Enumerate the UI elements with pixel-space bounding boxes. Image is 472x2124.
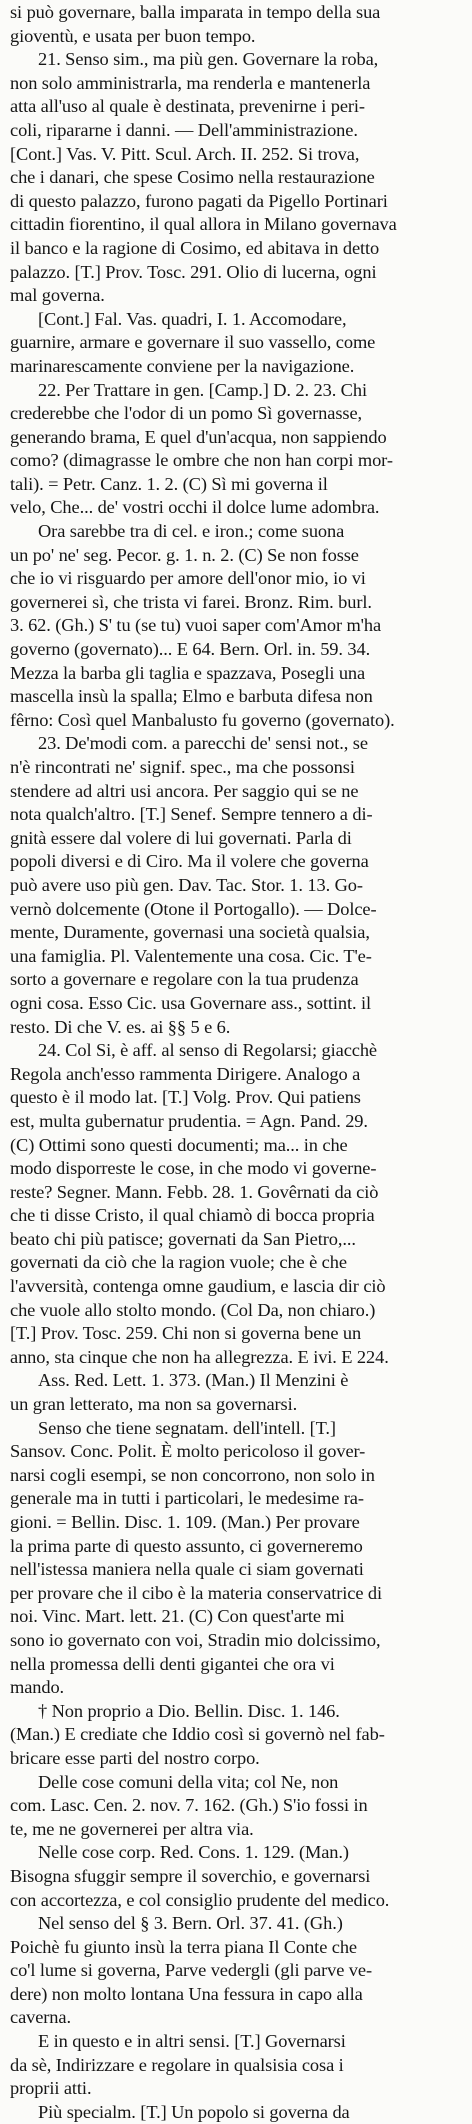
text-line: Bisogna sfuggir sempre il soverchio, e governarsi xyxy=(10,1865,371,1886)
text-line: che io vi risguardo per amore dell'onor mio, io vi xyxy=(10,568,366,589)
text-line: nella promessa delli denti gigantei che ora vi xyxy=(10,1653,335,1674)
text-line: vernò dolcemente (Otone il Portogallo). — Dolce- xyxy=(10,898,377,919)
text-line: Ora sarebbe tra di cel. e iron.; come suona xyxy=(38,521,345,542)
text-line: com. Lasc. Cen. 2. nov. 7. 162. (Gh.) S'io fossi in xyxy=(10,1795,368,1816)
text-line: di questo palazzo, furono pagati da Pigello Portinari xyxy=(10,190,388,211)
text-line: 21. Senso sim., ma più gen. Governare la roba, xyxy=(38,49,379,70)
text-line: Regola anch'esso rammenta Dirigere. Analogo a xyxy=(10,1063,361,1084)
text-line: per provare che il cibo è la materia conservatrice di xyxy=(10,1582,383,1603)
text-line: gnità essere dal volere di lui governati. Parla di xyxy=(10,827,352,848)
text-line: narsi cogli esempi, se non concorrono, non solo in xyxy=(10,1464,375,1485)
text-line: Nelle cose corp. Red. Cons. 1. 129. (Man.) xyxy=(38,1842,349,1863)
text-line: Nel senso del § 3. Bern. Orl. 37. 41. (Gh.) xyxy=(38,1913,343,1934)
text-line: resto. Di che V. es. ai §§ 5 e 6. xyxy=(10,1016,231,1037)
text-line: che ti disse Cristo, il qual chiamò di bocca propria xyxy=(10,1205,375,1226)
text-line: un po' ne' seg. Pecor. g. 1. n. 2. (C) Se non fosse xyxy=(10,544,359,565)
text-line: Più specialm. [T.] Un popolo si governa da xyxy=(38,2101,350,2122)
text-line: Senso che tiene segnatam. dell'intell. [T.] xyxy=(38,1417,336,1438)
text-line: fêrno: Così quel Manbalusto fu governo (governato). xyxy=(10,709,395,730)
text-line: † Non proprio a Dio. Bellin. Disc. 1. 146. xyxy=(38,1700,340,1721)
text-line: est, multa gubernatur prudentia. = Agn. Pand. 29. xyxy=(10,1110,368,1131)
text-line: marinarescamente conviene per la navigazione. xyxy=(10,355,355,376)
text-line: n'è rincontrati ne' signif. spec., ma che possonsi xyxy=(10,757,355,777)
text-line: Ass. Red. Lett. 1. 373. (Man.) Il Menzini è xyxy=(38,1370,349,1391)
text-line: 3. 62. (Gh.) S' tu (se tu) vuoi saper com'Amor m'ha xyxy=(10,615,382,636)
text-line: tali). = Petr. Canz. 1. 2. (C) Sì mi governa il xyxy=(10,473,328,494)
text-line: velo, Che... de' vostri occhi il dolce lume adombra. xyxy=(10,497,380,518)
text-line: Delle cose comuni della vita; col Ne, non xyxy=(38,1771,339,1792)
text-line: proprii atti. xyxy=(10,2078,92,2099)
text-line: beato chi più patisce; governati da San Pietro,... xyxy=(10,1228,356,1249)
text-line: nell'istessa maniera nella quale ci siam governati xyxy=(10,1559,364,1580)
text-line: che i danari, che spese Cosimo nella restaurazione xyxy=(10,167,375,188)
text-line: 24. Col Si, è aff. al senso di Regolarsi; giacchè xyxy=(38,1040,377,1061)
text-line: dere) non molto lontana Una fessura in capo alla xyxy=(10,1983,363,2004)
text-line: mal governa. xyxy=(10,285,105,306)
text-line: reste? Segner. Mann. Febb. 28. 1. Govêrnati da ciò xyxy=(10,1181,379,1202)
text-line: 23. De'modi com. a parecchi de' sensi not., se xyxy=(38,733,368,754)
text-line: sono io governato con voi, Stradin mio dolcissimo, xyxy=(10,1629,381,1650)
text-line: governo (governato)... E 64. Bern. Orl. in. 59. 34. xyxy=(10,639,371,660)
text-line: coli, ripararne i danni. — Dell'amministrazione. xyxy=(10,119,358,140)
text-line: Mezza la barba gli taglia e spazzava, Posegli una xyxy=(10,662,366,683)
text-line: la prima parte di questo assunto, ci governeremo xyxy=(10,1535,363,1556)
text-line: il banco e la ragione di Cosimo, ed abitava in detto xyxy=(10,237,380,258)
text-line: sorto a governare e regolare con la tua prudenza xyxy=(10,969,359,990)
text-line: popoli diversi e di Ciro. Ma il volere che governa xyxy=(10,851,369,872)
text-line: mando. xyxy=(10,1677,65,1698)
text-line: mascella insù la spalla; Elmo e barbuta difesa non xyxy=(10,686,373,707)
text-line: questo è il modo lat. [T.] Volg. Prov. Qui patiens xyxy=(10,1087,361,1108)
text-line: bricare esse parti del nostro corpo. xyxy=(10,1747,260,1768)
text-line: non solo amministrarla, ma renderla e mantenerla xyxy=(10,72,371,93)
text-line: può avere uso più gen. Dav. Tac. Stor. 1. 13. Go- xyxy=(10,874,363,895)
text-line: noi. Vinc. Mart. lett. 21. (C) Con quest'arte mi xyxy=(10,1606,345,1627)
text-line: un gran letterato, ma non sa governarsi. xyxy=(10,1394,298,1415)
text-line: generando brama, E quel d'un'acqua, non sappiendo xyxy=(10,426,387,447)
text-line: che vuole allo stolto mondo. (Col Da, non chiaro.) xyxy=(10,1299,376,1320)
text-line: l'avversità, contenga omne gaudium, e lascia dir ciò xyxy=(10,1276,386,1297)
text-line: anno, sta cinque che non ha allegrezza. E ivi. E 224. xyxy=(10,1346,389,1367)
text-line: ogni cosa. Esso Cic. usa Governare ass., sottint. il xyxy=(10,992,372,1013)
text-line: governerei sì, che trista vi farei. Bronz. Rim. burl. xyxy=(10,591,372,612)
text-line: generale ma in tutti i particolari, le medesime ra- xyxy=(10,1488,364,1509)
text-line: palazzo. [T.] Prov. Tosc. 291. Olio di lucerna, ogni xyxy=(10,261,377,282)
text-line: te, me ne governerei per altra via. xyxy=(10,1818,254,1839)
text-line: guarnire, armare e governare il suo vassello, come xyxy=(10,332,376,353)
text-line: con accortezza, e col consiglio prudente del medico. xyxy=(10,1889,390,1910)
text-line: mente, Duramente, governasi una società qualsia, xyxy=(10,922,370,943)
text-line: E in questo e in altri sensi. [T.] Governarsi xyxy=(38,2031,346,2052)
text-line: co'l lume si governa, Parve vedergli (gli parve ve- xyxy=(10,1960,372,1981)
text-line: da sè, Indirizzare e regolare in qualsisia cosa i xyxy=(10,2054,344,2075)
text-line: caverna. xyxy=(10,2007,71,2028)
text-line: 22. Per Trattare in gen. [Camp.] D. 2. 23. Chi xyxy=(38,379,367,400)
text-line: (Man.) E crediate che Iddio così si governò nel fab- xyxy=(10,1724,385,1745)
text-line: una famiglia. Pl. Valentemente una cosa. Cic. T'e- xyxy=(10,945,372,966)
text-line: cittadin fiorentino, il qual allora in Milano governava xyxy=(10,214,397,235)
text-line: [T.] Prov. Tosc. 259. Chi non si governa bene un xyxy=(10,1323,362,1344)
text-line: como? (dimagrasse le ombre che non han corpi mor- xyxy=(10,450,393,471)
text-line: modo disporreste le cose, in che modo vi governe- xyxy=(10,1158,377,1179)
text-line: Sansov. Conc. Polit. È molto pericoloso il gover- xyxy=(10,1441,366,1462)
text-line: si può governare, balla imparata in tempo della sua xyxy=(10,2,381,22)
text-line: governati da ciò che la ragion vuole; che è che xyxy=(10,1252,347,1273)
text-line: gioni. = Bellin. Disc. 1. 109. (Man.) Per provare xyxy=(10,1512,360,1532)
text-line: nota qualch'altro. [T.] Senef. Sempre tennero a di- xyxy=(10,804,373,825)
text-line: gioventù, e usata per buon tempo. xyxy=(10,25,256,46)
text-line: [Cont.] Fal. Vas. quadri, I. 1. Accomodare, xyxy=(38,308,347,329)
text-line: [Cont.] Vas. V. Pitt. Scul. Arch. II. 252. Si trova, xyxy=(10,143,360,164)
text-line: atta all'uso al quale è destinata, prevenirne i peri- xyxy=(10,96,365,117)
text-line: stendere ad altri usi ancora. Per saggio qui se ne xyxy=(10,780,359,801)
text-line: (C) Ottimi sono questi documenti; ma... in che xyxy=(10,1134,348,1155)
text-line: Poichè fu giunto insù la terra piana Il Conte che xyxy=(10,1936,357,1957)
text-line: crederebbe che l'odor di un pomo Sì governasse, xyxy=(10,403,363,424)
